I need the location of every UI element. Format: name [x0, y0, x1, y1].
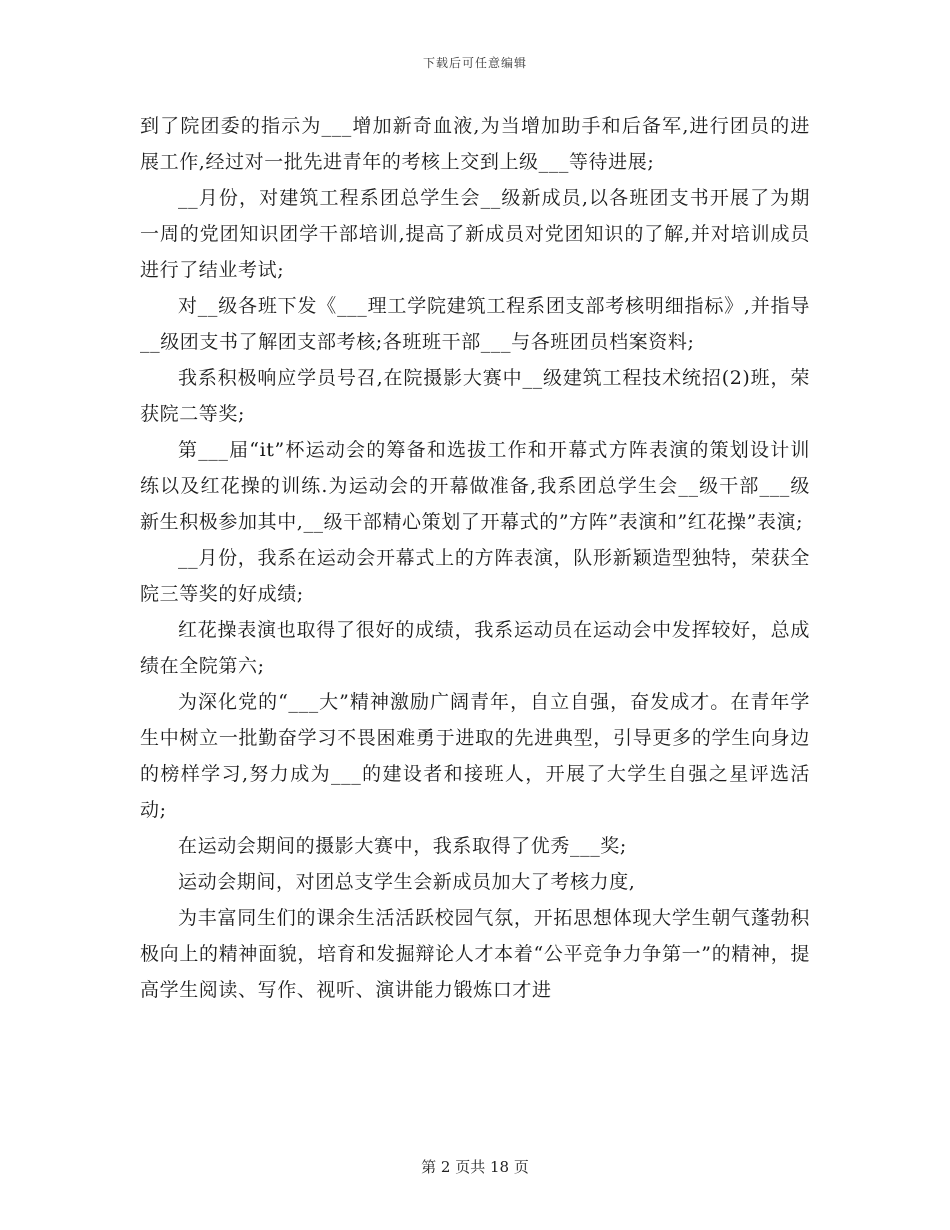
page-header: 下载后可任意编辑 [422, 56, 527, 70]
paragraph: 红花操表演也取得了很好的成绩，我系运动员在运动会中发挥较好，总成绩在全院第六; [140, 619, 810, 677]
paragraph: 到了院团委的指示为___增加新奇血液,为当增加助手和后备军,进行团员的进展工作,经过对一批先进青年的考核上交到上级___等待进展; [140, 115, 810, 173]
document-body [140, 108, 810, 1008]
paragraph: 第___届“it”杯运动会的筹备和选拔工作和开幕式方阵表演的策划设计训练以及红花操的训练.为运动会的开幕做准备,我系团总学生会__级干部___级新生积极参加其中,__级干部精心策划了开幕式的”方阵”表演和”红花操”表演; [140, 439, 810, 533]
paragraph: __月份，我系在运动会开幕式上的方阵表演，队形新颖造型独特，荣获全院三等奖的好成绩; [140, 547, 810, 605]
page-footer: 第 2 页共 18 页 [421, 1158, 529, 1176]
paragraph: 对__级各班下发《___理工学院建筑工程系团支部考核明细指标》,并指导__级团支书了解团支部考核;各班班干部___与各班团员档案资料; [140, 295, 810, 353]
paragraph: 运动会期间，对团总支学生会新成员加大了考核力度, [178, 871, 636, 893]
paragraph: 为深化党的“___大”精神激励广阔青年，自立自强，奋发成才。在青年学生中树立一批勤奋学习不畏困难勇于进取的先进典型，引导更多的学生向身边的榜样学习,努力成为___的建设者和接班人，开展了大学生自强之星评选活动; [140, 691, 810, 821]
paragraph: 我系积极响应学员号召,在院摄影大赛中__级建筑工程技术统招(2)班，荣获院二等奖; [140, 367, 810, 425]
paragraph: 为丰富同生们的课余生活活跃校园气氛，开拓思想体现大学生朝气蓬勃积极向上的精神面貌，培育和发掘辩论人才本着“公平竞争力争第一”的精神，提高学生阅读、写作、视听、演讲能力锻炼口才进 [140, 907, 810, 1001]
paragraph: __月份，对建筑工程系团总学生会__级新成员,以各班团支书开展了为期一周的党团知识团学干部培训,提高了新成员对党团知识的了解,并对培训成员进行了结业考试; [140, 187, 810, 281]
paragraph: 在运动会期间的摄影大赛中，我系取得了优秀___奖; [178, 835, 627, 857]
